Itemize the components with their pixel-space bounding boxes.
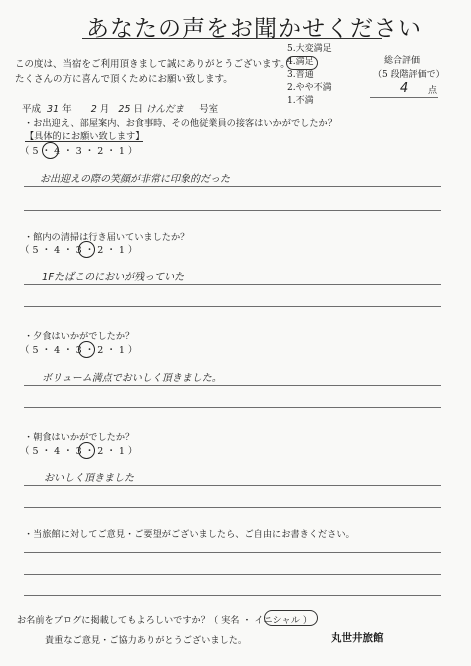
question-comments: ・当旅館に対してご意見・ご要望がございましたら、ご自由にお書きください。: [24, 529, 355, 540]
scale-legend: [287, 44, 332, 109]
thanks-text: 貴重なご意見・ご協力ありがとうございました。: [45, 635, 248, 646]
overall-unit: 点: [428, 86, 438, 96]
overall-underline: [370, 97, 438, 98]
stay-date-line: [22, 101, 218, 115]
year-unit: 年: [62, 104, 72, 115]
answer-line: [24, 306, 441, 307]
rating-breakfast: （ 5 ・ 4 ・ 3 ・ 2 ・ 1 ）: [20, 446, 138, 457]
room-value: けんだま: [146, 104, 185, 115]
rating-staff: （ 5 ・ 4 ・ 3 ・ 2 ・ 1 ）: [20, 146, 138, 157]
title-underline: [82, 38, 382, 39]
rating-dinner-circle: [78, 341, 95, 358]
scale-item-1: 1.不満: [287, 96, 314, 106]
rating-breakfast-circle: [78, 442, 95, 459]
answer-breakfast: おいしく頂きました: [44, 473, 134, 484]
overall-score: 4: [400, 81, 409, 96]
overall-sublabel: （5 段階評価で）: [373, 70, 445, 80]
scale-item-5: 5.大変満足: [287, 44, 332, 54]
room-unit: 号室: [199, 104, 219, 115]
era-label: 平成: [22, 104, 42, 115]
scale-item-4: 4.満足: [287, 57, 314, 67]
blog-options: （ 実名 ・ イニシャル ）: [209, 615, 313, 626]
sub-underline: [25, 141, 143, 142]
blog-question: お名前をブログに掲載してもよろしいですか？: [17, 615, 210, 626]
inn-name: 丸世井旅館: [331, 632, 384, 644]
day-value: 25: [118, 104, 131, 115]
question-breakfast: ・朝食はいかがでしたか？: [24, 432, 135, 443]
day-unit: 日: [133, 104, 143, 115]
rating-cleaning: （ 5 ・ 4 ・ 3 ・ 2 ・ 1 ）: [20, 245, 138, 256]
answer-line: [24, 186, 441, 187]
question-cleaning: ・館内の清掃は行き届いていましたか？: [24, 232, 190, 243]
blog-selected-circle: [264, 610, 318, 626]
rating-staff-circle: [42, 142, 59, 159]
page-title: あなたの声をお聞かせください: [86, 16, 422, 42]
question-dinner: ・夕食はいかがでしたか？: [24, 331, 135, 342]
scale-item-3: 3.普通: [287, 70, 314, 80]
answer-line: [24, 595, 441, 596]
answer-line: [24, 407, 441, 408]
selected-scale-circle: [286, 56, 318, 70]
month-value: 2: [90, 104, 97, 115]
answer-dinner: ボリューム満点でおいしく頂きました。: [42, 373, 222, 384]
question-staff: ・お出迎え、部屋案内、お食事時、その他従業員の接客はいかがでしたか？: [24, 118, 337, 129]
month-unit: 月: [99, 104, 110, 115]
answer-staff: お出迎えの際の笑顔が非常に印象的だった: [40, 174, 230, 185]
intro-text: [15, 57, 290, 87]
scale-item-2: 2.やや不満: [287, 83, 332, 93]
answer-line: [24, 210, 441, 211]
question-staff-sub: 【具体的にお願い致します】: [25, 131, 145, 142]
answer-line: [24, 552, 441, 553]
intro-line-2: たくさんの方に喜んで頂くためにお願い致します。: [15, 74, 233, 85]
answer-cleaning: 1Fたばこのにおいが残っていた: [42, 272, 185, 283]
answer-line: [24, 485, 441, 486]
rating-dinner: （ 5 ・ 4 ・ 3 ・ 2 ・ 1 ）: [20, 345, 138, 356]
answer-line: [24, 574, 441, 575]
rating-cleaning-circle: [78, 241, 95, 258]
overall-label: 総合評価: [384, 56, 421, 66]
answer-line: [24, 507, 441, 508]
answer-line: [24, 385, 441, 386]
year-value: 31: [47, 104, 60, 115]
intro-line-1: この度は、当宿をご利用頂きまして誠にありがとうございます。: [15, 59, 290, 70]
answer-line: [24, 284, 441, 285]
